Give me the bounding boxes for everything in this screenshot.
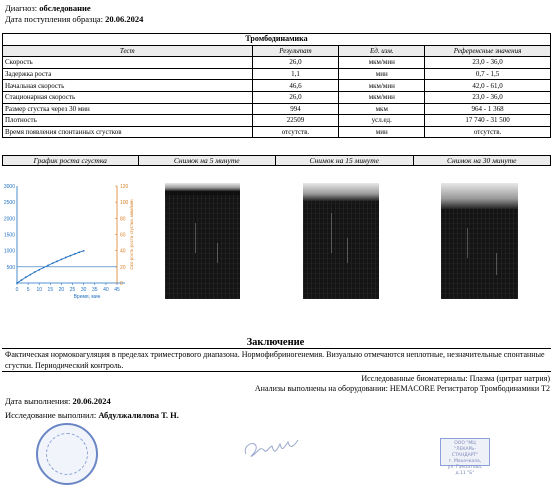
row-unit: мкм — [339, 103, 425, 115]
row-unit: усл.ед. — [339, 115, 425, 127]
row-unit: мин — [339, 126, 425, 138]
row-result: 26,0 — [252, 91, 339, 103]
column-header-reference: Референсные значения — [425, 45, 551, 57]
table-row — [3, 91, 551, 103]
biomaterial-line: Исследованные биоматериалы: Плазма (цитрат натрия) — [361, 374, 550, 383]
row-result: 1,1 — [252, 68, 339, 80]
row-test: Стационарная скорость — [3, 91, 253, 103]
y-left-tick-label: 2500 — [3, 200, 15, 207]
date-received-line — [5, 14, 143, 24]
x-axis-label: Время, мин — [73, 294, 101, 300]
y-right-tick-label: 120 — [120, 184, 129, 190]
data-point — [83, 250, 85, 252]
row-test: Задержка роста — [3, 68, 253, 80]
date-received-value: 20.06.2024 — [105, 14, 144, 24]
stamp-line: ул. Гамзатова, д.11 "Б" — [447, 465, 483, 476]
y-left-tick-label: 1000 — [3, 248, 15, 255]
caption-snapshot-30: Снимок на 30 минуте — [447, 156, 517, 165]
x-tick-label: 15 — [47, 287, 54, 293]
row-reference: отсутств. — [425, 126, 551, 138]
execution-date-label: Дата выполнения: — [5, 396, 71, 406]
data-point — [78, 251, 80, 253]
execution-date-value: 20.06.2024 — [72, 396, 111, 406]
row-result: 26,0 — [252, 57, 339, 69]
image-captions-row — [2, 155, 551, 166]
execution-date-line — [5, 396, 111, 406]
conclusion-title: Заключение — [246, 337, 305, 348]
clot-growth-chart — [0, 176, 150, 316]
table-row — [3, 126, 551, 138]
data-point — [16, 282, 18, 284]
data-point — [56, 260, 58, 262]
row-reference: 17 740 - 31 500 — [425, 115, 551, 127]
diagnosis-label: Диагноз: — [5, 3, 38, 13]
data-point — [52, 262, 54, 264]
snapshot-15-image — [303, 183, 379, 299]
table-title: Тромбодинамика — [3, 34, 551, 46]
y-right-tick-label: 100 — [120, 200, 129, 207]
row-reference: 23,0 - 36,0 — [425, 57, 551, 69]
caption-growth-chart: График роста сгустка — [3, 156, 139, 165]
data-point — [38, 269, 40, 271]
x-tick-label: 0 — [15, 287, 19, 293]
data-point — [69, 255, 71, 257]
data-point — [47, 264, 49, 266]
table-row — [3, 57, 551, 69]
data-point — [74, 253, 76, 255]
y-left-tick-label: 2000 — [3, 216, 15, 223]
row-unit: мкм/мин — [339, 57, 425, 69]
table-row — [3, 103, 551, 115]
snapshot-5-image — [165, 183, 240, 299]
row-result: 994 — [252, 103, 339, 115]
y-right-tick-label: 60 — [120, 232, 126, 239]
table-row — [3, 68, 551, 80]
y-right-tick-label: 20 — [120, 264, 126, 271]
snapshot-30-image — [441, 183, 518, 299]
performer-label: Исследование выполнил: — [5, 410, 97, 420]
column-header-result: Результат — [252, 45, 339, 57]
date-received-label: Дата поступления образца: — [5, 14, 104, 24]
column-header-unit: Ед. изм. — [339, 45, 425, 57]
data-point — [65, 257, 67, 259]
stamp-line: ООО "МЦ "ЛЕКАРЬ-СТАНДАРТ" — [451, 441, 479, 458]
x-tick-label: 25 — [69, 287, 76, 293]
caption-snapshot-5: Снимок на 5 минуте — [139, 156, 277, 165]
data-point — [29, 274, 31, 276]
diagnosis-line — [5, 3, 91, 13]
x-tick-label: 10 — [36, 287, 43, 293]
row-test: Размер сгустка через 30 мин — [3, 103, 253, 115]
column-header-test: Тест — [3, 45, 253, 57]
row-reference: 42,0 - 61,0 — [425, 80, 551, 92]
row-result: 46,6 — [252, 80, 339, 92]
row-reference: 0,7 - 1,5 — [425, 68, 551, 80]
data-point — [61, 258, 63, 260]
y-left-tick-label: 1500 — [3, 232, 15, 239]
stamp-line: г. Махачкала, — [448, 459, 482, 464]
y-right-axis-label: Ско-рость роста сгустка, мкм/мин — [129, 199, 134, 270]
rectangular-stamp — [440, 438, 490, 476]
row-reference: 23,0 - 36,0 — [425, 91, 551, 103]
x-tick-label: 20 — [58, 287, 65, 293]
x-tick-label: 5 — [26, 287, 30, 293]
table-row — [3, 115, 551, 127]
row-unit: мкм/мин — [339, 91, 425, 103]
y-right-tick-label: 80 — [120, 216, 126, 223]
row-unit: мин — [339, 68, 425, 80]
x-tick-label: 40 — [103, 287, 109, 293]
y-right-tick-label: 0 — [120, 281, 123, 287]
data-point — [25, 276, 27, 278]
row-result: отсутств. — [252, 126, 339, 138]
equipment-line: Анализы выполнены на оборудовании: HEMACORE Регистратор Тромбодинамики Т2 — [254, 384, 550, 393]
y-right-tick-label: 40 — [120, 248, 126, 255]
data-point — [34, 271, 36, 273]
signature — [240, 432, 302, 464]
row-test: Скорость — [3, 57, 253, 69]
results-table — [2, 33, 551, 138]
table-row — [3, 80, 551, 92]
performer-line — [5, 410, 179, 420]
y-left-tick-label: 500 — [6, 264, 15, 271]
x-tick-label: 35 — [91, 287, 98, 293]
row-test: Время появления спонтанных сгустков — [3, 126, 253, 138]
caption-snapshot-15: Снимок на 15 минуте — [276, 156, 414, 165]
conclusion-text: Фактическая нормокоагуляция в пределах триместрового диапазона. Нормофибриногенемия. Визуально отмечаются неплотные, незначительные спонтанные сгустки. Периодический контроль. — [2, 348, 551, 372]
x-tick-label: 30 — [80, 287, 87, 293]
data-point — [43, 267, 45, 269]
x-tick-label: 45 — [114, 287, 120, 293]
data-point — [21, 279, 23, 281]
row-result: 22509 — [252, 115, 339, 127]
row-reference: 964 - 1 368 — [425, 103, 551, 115]
row-test: Начальная скорость — [3, 80, 253, 92]
row-test: Плотность — [3, 115, 253, 127]
round-seal-stamp — [36, 423, 98, 485]
row-unit: мкм/мин — [339, 80, 425, 92]
table-header-row — [3, 45, 551, 57]
y-left-tick-label: 3000 — [3, 184, 15, 190]
performer-value: Абдулжалилова Т. Н. — [98, 410, 179, 420]
diagnosis-value: обследование — [39, 3, 91, 13]
